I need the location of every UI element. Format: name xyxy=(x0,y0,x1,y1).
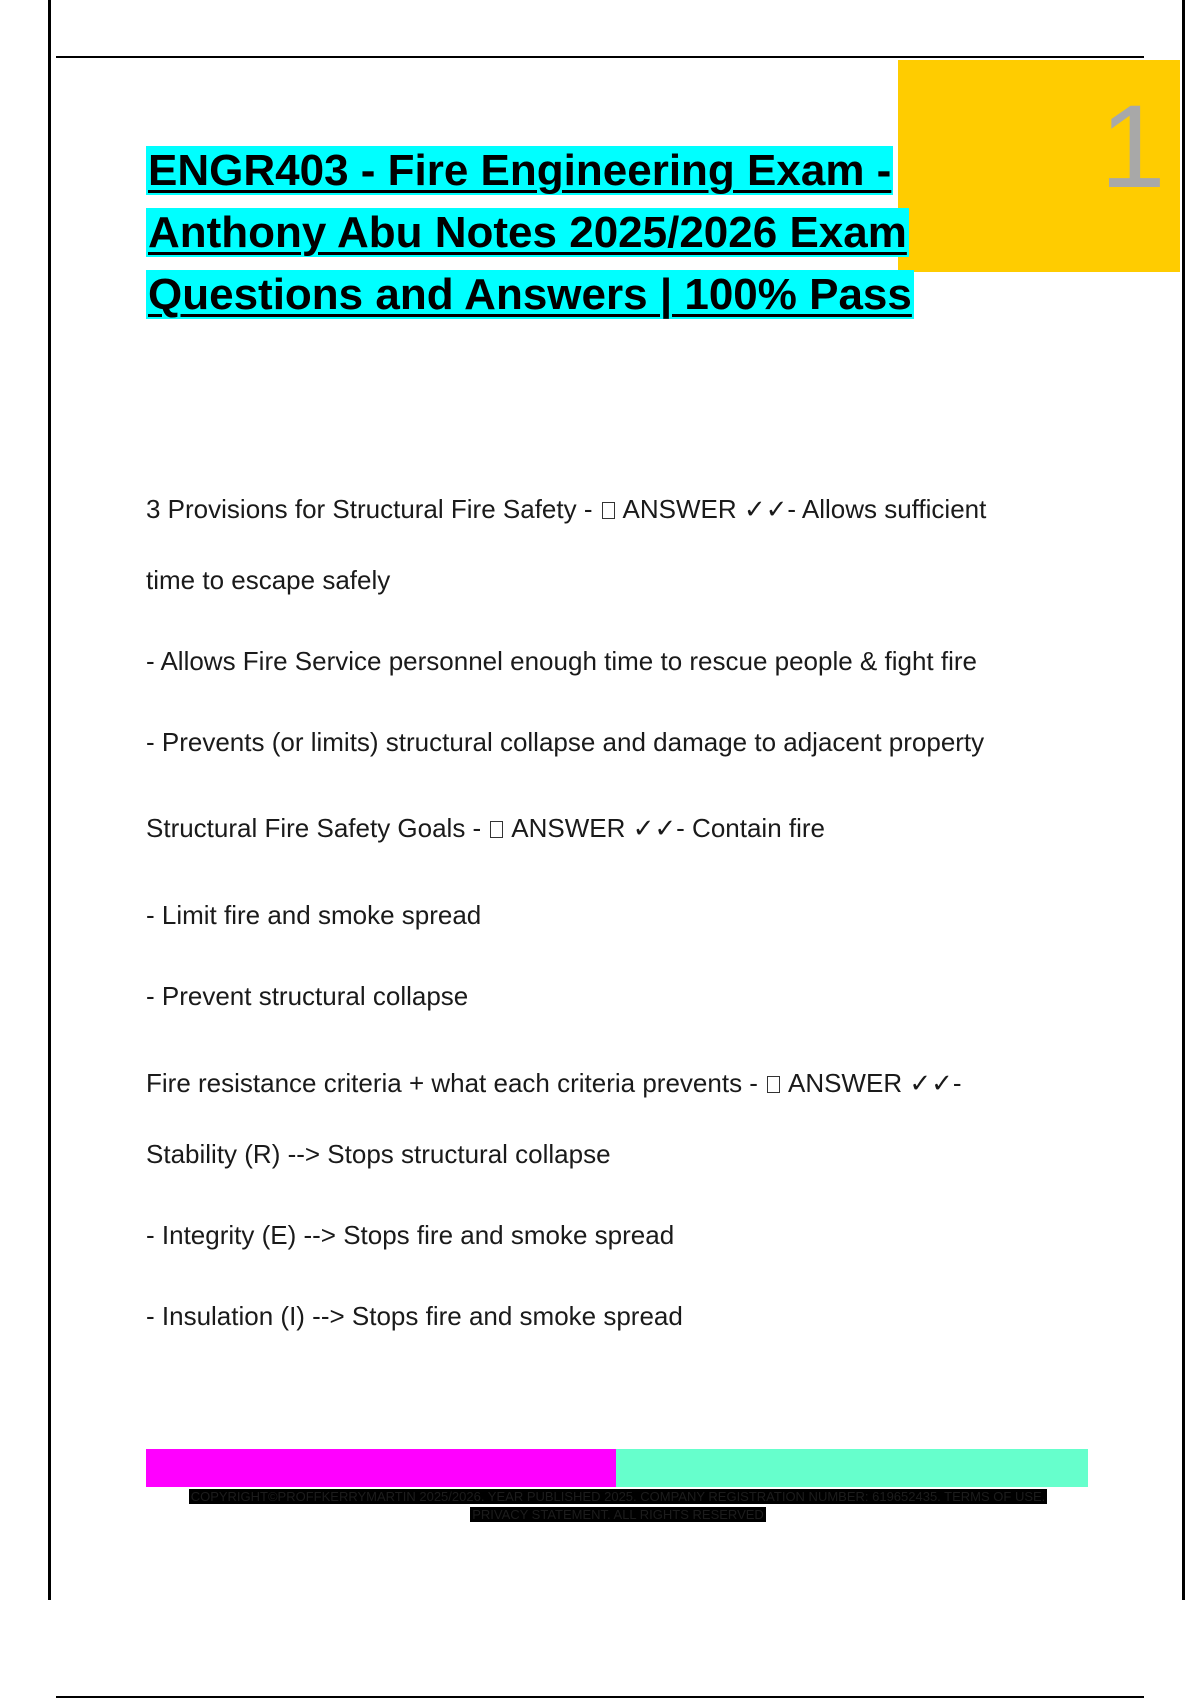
missing-glyph-icon xyxy=(767,1076,780,1093)
page-border-left xyxy=(48,0,51,1600)
document-title xyxy=(146,140,1026,326)
question-3-line-2: Stability (R) --> Stops structural collapse xyxy=(146,1139,611,1169)
document-title-text: ENGR403 - Fire Engineering Exam - Anthony Abu Notes 2025/2026 Exam Questions and Answers | 100% Pass xyxy=(148,146,912,319)
question-2-prompt: Structural Fire Safety Goals - xyxy=(146,813,489,843)
footer-bar-mint xyxy=(616,1449,1088,1487)
question-1-answer-start: ANSWER ✓✓- Allows sufficient xyxy=(616,494,987,524)
question-1-prompt: 3 Provisions for Structural Fire Safety - xyxy=(146,494,600,524)
missing-glyph-icon xyxy=(490,821,503,838)
page-number: 1 xyxy=(1100,81,1166,213)
missing-glyph-icon xyxy=(602,502,615,519)
question-1-line-3: - Allows Fire Service personnel enough time to rescue people & fight fire xyxy=(146,646,977,676)
page-border-right xyxy=(1182,0,1185,1600)
question-3-line-4: - Insulation (I) --> Stops fire and smoke spread xyxy=(146,1301,683,1331)
question-1-line-2: time to escape safely xyxy=(146,565,391,595)
question-1-line-4: - Prevents (or limits) structural collapse and damage to adjacent property xyxy=(146,727,985,757)
question-2-line-1 xyxy=(146,813,825,844)
question-3-line-1 xyxy=(146,1068,962,1099)
footer-bar-magenta xyxy=(146,1449,616,1487)
question-2-line-3: - Prevent structural collapse xyxy=(146,981,469,1011)
question-2-answer-start: ANSWER ✓✓- Contain fire xyxy=(505,813,825,843)
question-2-line-2: - Limit fire and smoke spread xyxy=(146,900,482,930)
header-rule xyxy=(56,56,1144,58)
copyright-notice xyxy=(160,1488,1076,1524)
question-1-line-1 xyxy=(146,494,986,525)
footer-rule xyxy=(56,1696,1144,1698)
question-3-prompt: Fire resistance criteria + what each criteria prevents - xyxy=(146,1068,766,1098)
question-3-line-3: - Integrity (E) --> Stops fire and smoke spread xyxy=(146,1220,675,1250)
copyright-text: COPYRIGHT©PROFFKERRYMARTIN 2025/2026. YEAR PUBLISHED 2025. COMPANY REGISTRATION NUMBER: 619652435. TERMS OF USE. PRIVACY STATEMENT. ALL RIGHTS RESERVED xyxy=(190,1489,1046,1522)
question-3-answer-start: ANSWER ✓✓- xyxy=(782,1068,962,1098)
